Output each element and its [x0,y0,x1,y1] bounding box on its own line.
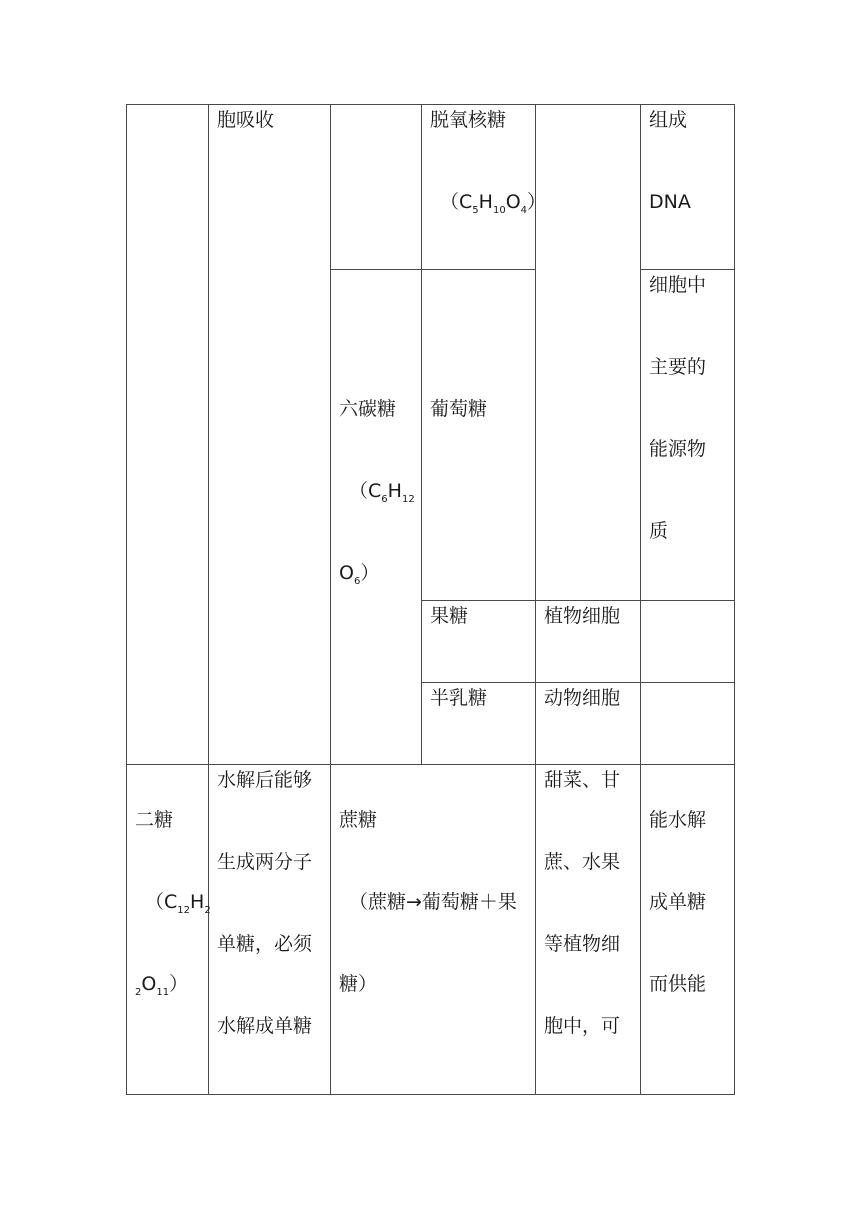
function-line: 成单糖 [649,891,707,913]
fructose-distribution-cell [536,601,641,683]
six-carbon-cell [331,270,422,765]
absorption-cell [209,105,331,765]
disaccharide-category-cell [127,765,209,1095]
function-line: 质 [649,520,669,542]
galactose-distribution-cell [536,683,641,765]
glucose-name: 葡萄糖 [430,398,488,420]
function-line: 能水解 [649,809,707,831]
fructose-name: 果糖 [430,605,469,627]
disaccharide-function-cell [641,765,735,1095]
description-line: 水解后能够 [217,769,313,791]
disaccharide-formula-2: $_2O_{11}$） [135,973,189,998]
blank-pentose-cell [331,105,422,270]
blank-category-cell [127,105,209,765]
deoxyribose-function-cell [641,105,735,270]
sugar-table [126,104,735,1095]
function-line: 主要的 [649,356,707,378]
function-line: 而供能 [649,973,707,995]
distribution-line: 胞中，可 [544,1015,621,1037]
six-carbon-name: 六碳糖 [339,398,397,420]
six-carbon-formula-1: （$C_6H_{12}$ [349,480,415,505]
fructose-distribution: 植物细胞 [544,605,621,627]
deoxyribose-formula: $(C_5H_{10}O_4)$ [440,191,547,216]
absorption-text: 胞吸收 [217,109,275,131]
function-line: 细胞中 [649,274,707,296]
description-line: 单糖，必须 [217,933,313,955]
galactose-name: 半乳糖 [430,687,488,709]
function-line: 组成 [649,109,688,131]
blank-distribution-cell [536,105,641,601]
sucrose-cell [331,765,536,1095]
galactose-cell [422,683,536,765]
blank-fructose-function [641,601,735,683]
glucose-cell [422,270,536,601]
fructose-cell [422,601,536,683]
six-carbon-formula-2: $O_6$） [339,562,380,587]
deoxyribose-cell [422,105,547,270]
distribution-line: 蔗、水果 [544,851,621,873]
disaccharide-distribution-cell [536,765,641,1095]
blank-galactose-function [641,683,735,765]
distribution-line: 甜菜、甘 [544,769,621,791]
disaccharide-name: 二糖 [135,809,174,831]
description-line: 生成两分子 [217,851,313,873]
distribution-line: 等植物细 [544,933,621,955]
description-line: 水解成单糖 [217,1015,313,1037]
function-line: DNA [649,191,691,213]
function-line: 能源物 [649,438,707,460]
sucrose-name: 蔗糖 [339,809,378,831]
sucrose-reaction: （蔗糖→葡萄糖＋果 [349,891,517,913]
sucrose-reaction-end: 糖） [339,973,378,995]
disaccharide-formula-1: （$C_{12}H_2$ [145,891,211,916]
disaccharide-description-cell [209,765,331,1095]
deoxyribose-name: 脱氧核糖 [430,109,507,131]
galactose-distribution: 动物细胞 [544,687,621,709]
glucose-function-cell [641,270,735,601]
